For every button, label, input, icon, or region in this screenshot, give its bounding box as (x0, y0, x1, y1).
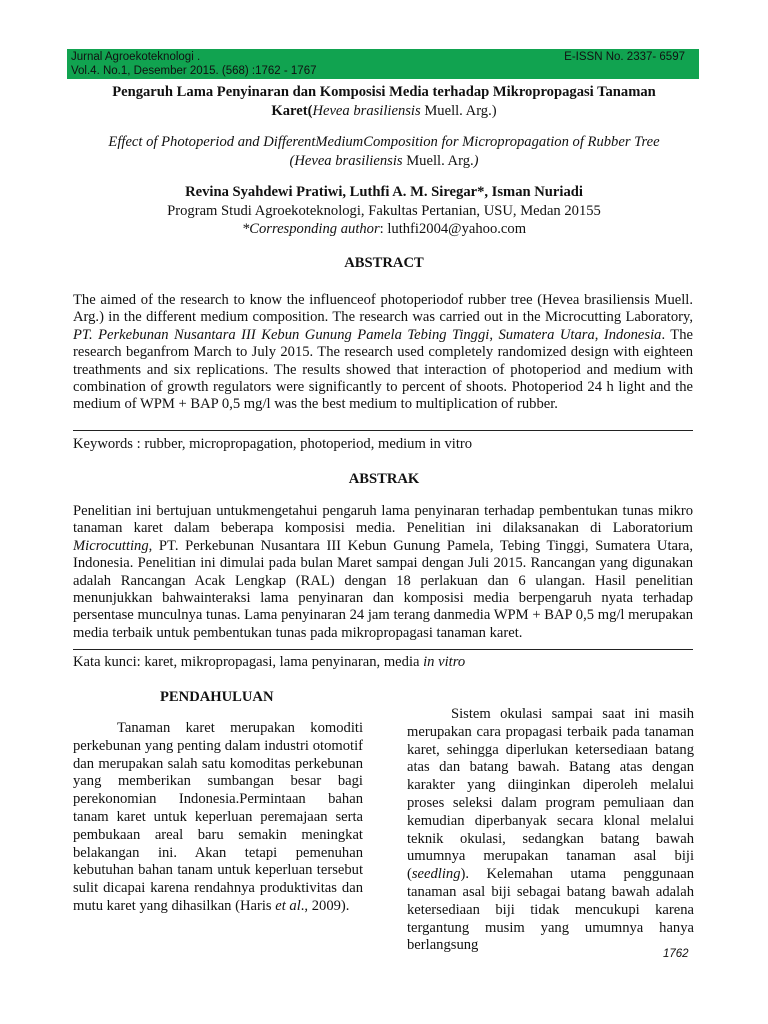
paper-subtitle-close: ) (473, 153, 479, 169)
keywords: Keywords : rubber, micropropagation, photoperiod, medium in vitro (73, 436, 473, 452)
intro-left-italic: et al (275, 897, 301, 914)
abstrak-microcutting-italic: Microcutting (73, 537, 149, 554)
paper-subtitle-line1: Effect of Photoperiod and DifferentMediumComposition for Micropropagation of Rubber Tree (108, 134, 660, 150)
kata-kunci-italic: in vitro (423, 654, 466, 670)
kata-kunci (73, 654, 465, 671)
intro-left-tail: ., 2009). (300, 897, 350, 914)
divider-line (73, 649, 693, 650)
affiliation: Program Studi Agroekoteknologi, Fakultas Pertanian, USU, Medan 20155 (167, 203, 601, 219)
corresponding-author (60, 220, 708, 239)
intro-right-text: Sistem okulasi sampai saat ini masih merupakan cara propagasi terbaik pada tanaman karet, sehingga diperlukan ketersediaan batang atas dan batang bawah. Batang atas dengan karakter yang diinginkan diperoleh melalui proses seleksi dalam program pemuliaan dan kemudian diperbanyak secara klonal melalui teknik okulasi, sedangkan batang bawah umumnya merupakan tanaman asal biji ( (407, 706, 694, 883)
abstract-heading: ABSTRACT (344, 255, 424, 271)
paper-title-species: Hevea brasiliensis (312, 103, 421, 119)
intro-left-column (73, 720, 363, 916)
paper-title-karet: Karet( (271, 103, 313, 119)
paper-subtitle-authority: Muell. Arg. (402, 153, 474, 169)
paper-subtitle-line2 (60, 152, 708, 171)
abstract-text-part1: The aimed of the research to know the influenceof photoperiodof rubber tree (Hevea brasiliensis Muell. Arg.) in the different medium composition. The research was carried out in the Microcutting Laboratory, (73, 292, 693, 326)
paper-title (60, 83, 708, 121)
intro-right-column (407, 706, 694, 955)
paper-subtitle-species: Hevea brasiliensis (294, 153, 403, 169)
intro-right-text2: ). Kelemahan utama penggunaan tanaman asal biji sebagai batang bawah adalah ketersediaan biji tidak mencukupi karena tergantung musim yang umumnya hanya berlangsung (407, 866, 694, 954)
abstract-text (73, 292, 693, 414)
intro-right-italic: seedling (411, 866, 461, 883)
pendahuluan-heading: PENDAHULUAN (160, 689, 274, 705)
corresponding-email: : luthfi2004@yahoo.com (379, 221, 527, 237)
paper-subtitle-open: ( (289, 153, 295, 169)
abstract-sep1: , (489, 326, 499, 343)
abstrak-text-part1: Penelitian ini bertujuan untukmengetahui pengaruh lama penyinaran terhadap pembentukan tunas mikro tanaman karet dalam beberapa komposisi media. Penelitian ini dilaksanakan di Laboratorium (73, 503, 693, 537)
abstract-text-part2: . The research beganfrom March to July 2015. The research used completely randomized design with eighteen treathments and six replications. The results showed that interaction of photoperiod and medium with combination of growth regulators were significantly to percent of shoots. Photoperiod 24 h light and the medium of WPM + BAP 0,5 mg/l was the best medium to multiplication of rubber. (73, 326, 693, 413)
paper-title-line2 (60, 102, 708, 121)
corresponding-label: *Corresponding author (241, 221, 380, 237)
abstrak-heading: ABSTRAK (348, 471, 420, 487)
intro-left-text: Tanaman karet merupakan komoditi perkebunan yang penting dalam industri otomotif dan merupakan salah satu komoditas perkebunan yang memberikan sumbangan besar bagi perekonomian Indonesia.Permintaan bahan tanam karet untuk keperluan peremajaan serta pembukaan areal baru semakin meningkat belakangan ini. Akan tetapi pemenuhan kebutuhan bahan tanam untuk keperluan tersebut sulit dicapai karena rendahnya produktivitas dan mutu karet yang dihasilkan (Haris (73, 720, 363, 914)
page-number: 1762 (663, 948, 689, 960)
paper-title-authority: Muell. Arg.) (420, 103, 497, 119)
journal-header-band (67, 49, 699, 79)
journal-name: Jurnal Agroekoteknologi . (71, 51, 201, 63)
paper-title-line1: Pengaruh Lama Penyinaran dan Komposisi Media terhadap Mikropropagasi Tanaman (112, 84, 656, 100)
divider-line (73, 430, 693, 431)
paper-subtitle (60, 133, 708, 171)
journal-issn: E-ISSN No. 2337- 6597 (564, 51, 685, 63)
journal-volume: Vol.4. No.1, Desember 2015. (568) :1762 - 1767 (71, 65, 317, 77)
abstract-province-italic: Sumatera Utara (498, 326, 595, 343)
abstrak-text-part2: , PT. Perkebunan Nusantara III Kebun Gunung Pamela, Tebing Tinggi, Sumatera Utara, Indonesia. Penelitian ini dimulai pada bulan Maret sampai dengan Juli 2015. Rancangan yang digunakan adalah Rancangan Acak Lengkap (RAL) dengan 18 perlakuan dan 6 ulangan. Hasil penelitian menunjukkan bahwainteraksi lama penyinaran dan komposisi media berpengaruh nyata terhadap persentase munculnya tunas. Lama penyinaran 24 jam terang danmedia WPM + BAP 0,5 mg/l merupakan media terbaik untuk pembentukan tunas pada mikropropagasi tanaman karet. (73, 537, 693, 641)
author-list: Revina Syahdewi Pratiwi, Luthfi A. M. Siregar*, Isman Nuriadi (185, 184, 583, 200)
abstrak-text (73, 503, 693, 642)
abstract-location-italic: PT. Perkebunan Nusantara III Kebun Gunung Pamela Tebing Tinggi (73, 326, 490, 343)
abstract-country-italic: Indonesia (603, 326, 662, 343)
abstract-sep2: , (594, 326, 604, 343)
kata-kunci-text: Kata kunci: karet, mikropropagasi, lama penyinaran, media (73, 654, 424, 670)
